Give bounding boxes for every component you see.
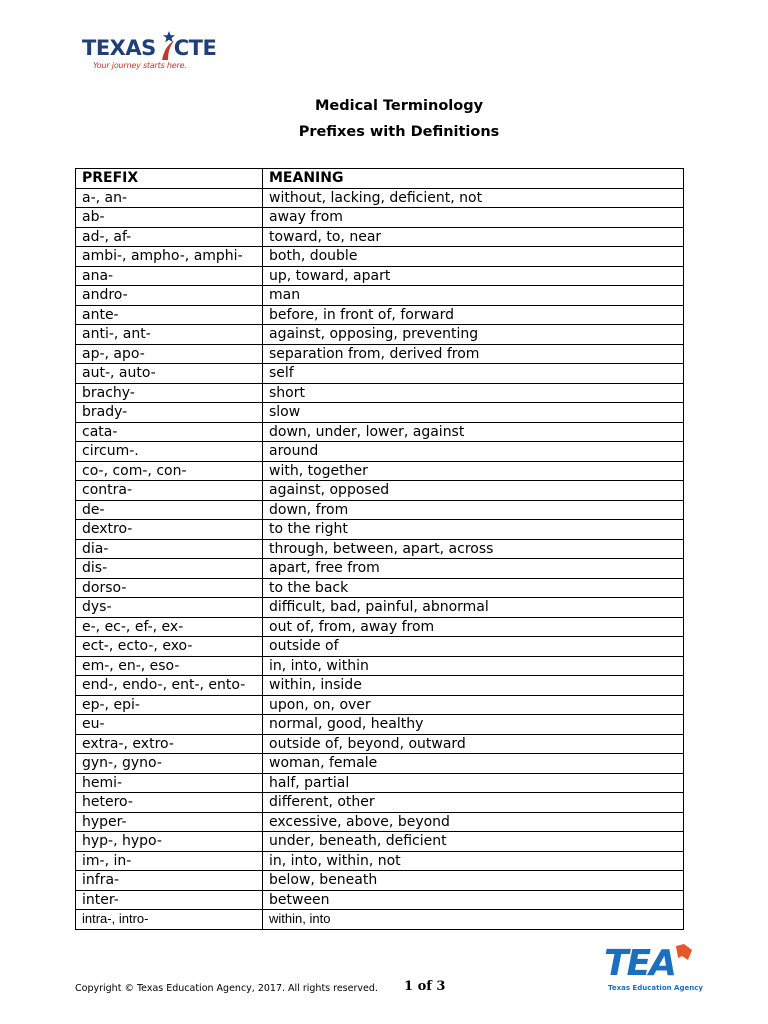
prefix-cell: ep-, epi- [76,695,263,715]
table-row [76,695,684,715]
prefix-cell: hemi- [76,773,263,793]
table-row [76,305,684,325]
table-row [76,344,684,364]
meaning-cell: different, other [263,793,684,813]
meaning-cell: to the right [263,520,684,540]
meaning-cell: apart, free from [263,559,684,579]
meaning-cell: under, beneath, deficient [263,832,684,852]
table-row [76,403,684,423]
meaning-cell: down, from [263,500,684,520]
prefix-cell: de- [76,500,263,520]
prefix-cell: infra- [76,871,263,891]
prefix-cell: dis- [76,559,263,579]
prefix-cell: e-, ec-, ef-, ex- [76,617,263,637]
logo-wordmark [82,36,216,60]
table-row [76,481,684,501]
tea-logo [604,943,703,996]
table-row [76,325,684,345]
meaning-cell: with, together [263,461,684,481]
prefix-cell: ect-, ecto-, exo- [76,637,263,657]
table-row [76,286,684,306]
table-row [76,812,684,832]
meaning-cell: self [263,364,684,384]
prefix-cell: co-, com-, con- [76,461,263,481]
table-header-row [76,169,684,189]
prefix-cell: intra-, intro- [76,910,263,930]
meaning-cell: between [263,890,684,910]
logo-text-left: TEXAS [82,36,156,60]
meaning-cell: against, opposing, preventing [263,325,684,345]
meaning-cell: slow [263,403,684,423]
prefix-cell: hetero- [76,793,263,813]
tea-logo-letters: TEA [604,943,676,984]
table-row [76,461,684,481]
meaning-cell: outside of, beyond, outward [263,734,684,754]
prefix-cell: circum-. [76,442,263,462]
meaning-cell: without, lacking, deficient, not [263,188,684,208]
prefix-cell: extra-, extro- [76,734,263,754]
prefix-cell: ambi-, ampho-, amphi- [76,247,263,267]
table-row [76,793,684,813]
meaning-cell: against, opposed [263,481,684,501]
meaning-cell: out of, from, away from [263,617,684,637]
logo-text-right: CTE [173,36,217,60]
meaning-cell: below, beneath [263,871,684,891]
table-row [76,676,684,696]
meaning-cell: in, into, within [263,656,684,676]
prefix-cell: brady- [76,403,263,423]
meaning-cell: through, between, apart, across [263,539,684,559]
prefix-cell: brachy- [76,383,263,403]
table-row [76,578,684,598]
star-swoosh-icon [158,30,180,62]
meaning-cell: before, in front of, forward [263,305,684,325]
tea-caption: Texas Education Agency [608,984,703,992]
table-row [76,910,684,930]
page-number: 1 of 3 [404,979,446,994]
table-row [76,598,684,618]
table-row [76,188,684,208]
texas-shape-icon [674,944,694,962]
prefix-cell: em-, en-, eso- [76,656,263,676]
meaning-cell: in, into, within, not [263,851,684,871]
table-row [76,442,684,462]
table-row [76,364,684,384]
logo-tagline: Your journey starts here. [93,61,187,70]
prefix-cell: hyper- [76,812,263,832]
texas-cte-logo [82,26,217,74]
meaning-cell: to the back [263,578,684,598]
meaning-cell: normal, good, healthy [263,715,684,735]
meaning-cell: outside of [263,637,684,657]
prefix-table [75,168,684,930]
table-row [76,247,684,267]
prefix-cell: ana- [76,266,263,286]
table-row [76,617,684,637]
meaning-cell: within, into [263,910,684,930]
prefix-cell: eu- [76,715,263,735]
table-row [76,832,684,852]
table-row [76,227,684,247]
meaning-cell: excessive, above, beyond [263,812,684,832]
prefix-cell: contra- [76,481,263,501]
meaning-cell: toward, to, near [263,227,684,247]
prefix-cell: dia- [76,539,263,559]
prefix-cell: a-, an- [76,188,263,208]
prefix-cell: anti-, ant- [76,325,263,345]
prefix-cell: dorso- [76,578,263,598]
meaning-cell: separation from, derived from [263,344,684,364]
table-row [76,754,684,774]
meaning-cell: half, partial [263,773,684,793]
table-row [76,890,684,910]
meaning-cell: down, under, lower, against [263,422,684,442]
prefix-cell: end-, endo-, ent-, ento- [76,676,263,696]
meaning-cell: around [263,442,684,462]
table-row [76,500,684,520]
table-row [76,422,684,442]
document-title: Medical Terminology [314,98,484,114]
prefix-cell: ad-, af- [76,227,263,247]
prefix-cell: aut-, auto- [76,364,263,384]
table-row [76,559,684,579]
prefix-cell: dextro- [76,520,263,540]
prefix-cell: cata- [76,422,263,442]
meaning-cell: man [263,286,684,306]
meaning-cell: away from [263,208,684,228]
prefix-cell: im-, in- [76,851,263,871]
prefix-cell: ab- [76,208,263,228]
table-row [76,266,684,286]
table-row [76,715,684,735]
prefix-cell: inter- [76,890,263,910]
table-row [76,383,684,403]
meaning-cell: upon, on, over [263,695,684,715]
table-row [76,851,684,871]
prefix-cell: ante- [76,305,263,325]
column-header-meaning: MEANING [263,169,684,189]
table-row [76,773,684,793]
meaning-cell: difficult, bad, painful, abnormal [263,598,684,618]
prefix-cell: gyn-, gyno- [76,754,263,774]
table-row [76,871,684,891]
prefix-cell: hyp-, hypo- [76,832,263,852]
table-row [76,637,684,657]
prefix-cell: ap-, apo- [76,344,263,364]
document-subtitle: Prefixes with Definitions [298,124,500,140]
meaning-cell: short [263,383,684,403]
table-row [76,656,684,676]
meaning-cell: woman, female [263,754,684,774]
table-row [76,539,684,559]
prefix-cell: dys- [76,598,263,618]
prefix-cell: andro- [76,286,263,306]
meaning-cell: both, double [263,247,684,267]
column-header-prefix: PREFIX [76,169,263,189]
meaning-cell: up, toward, apart [263,266,684,286]
copyright-text: Copyright © Texas Education Agency, 2017. All rights reserved. [75,983,378,994]
table-row [76,734,684,754]
meaning-cell: within, inside [263,676,684,696]
table-row [76,520,684,540]
table-row [76,208,684,228]
